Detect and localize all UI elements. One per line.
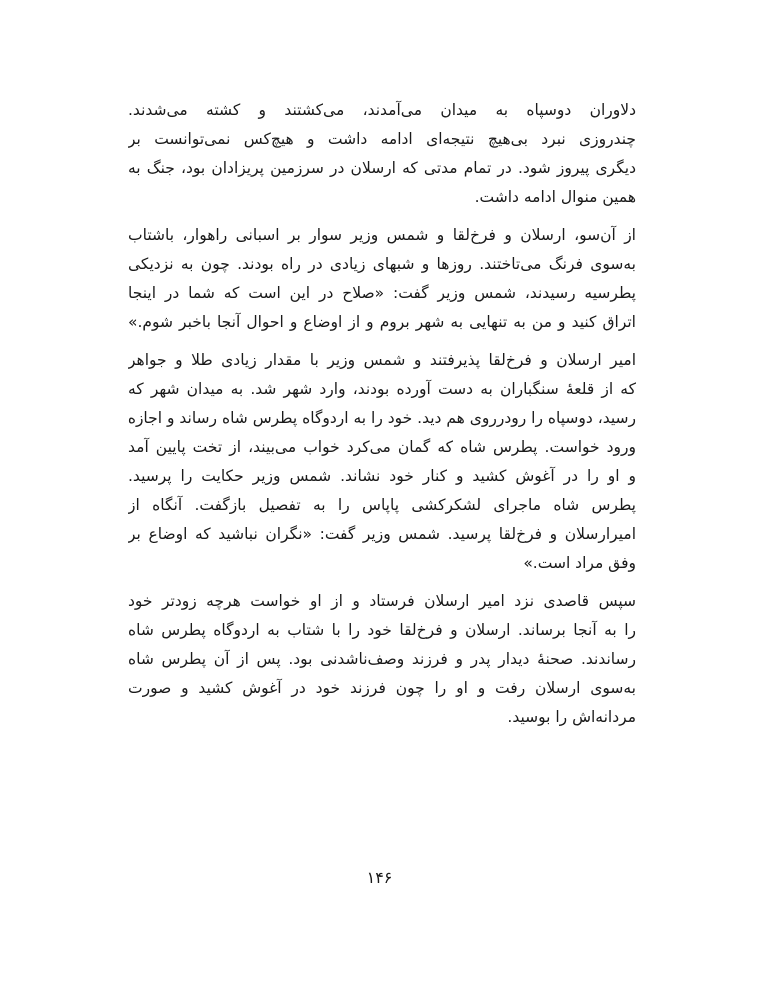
- text-line: ورود خواست. پطرس شاه که گمان می‌کرد خواب می‌بیند، از تخت پایین آمد: [128, 438, 636, 456]
- text-line: که از قلعهٔ سنگباران به دست آورده بودند، وارد شهر شد. به میدان شهر که: [128, 380, 636, 398]
- text-line: از آن‌سو، ارسلان و فرخ‌لقا و شمس وزیر سوار بر اسبانی راهوار، باشتاب: [128, 226, 636, 244]
- text-line: امیرارسلان و فرخ‌لقا پرسید. شمس وزیر گفت: «نگران نباشید که اوضاع بر: [128, 525, 636, 543]
- paragraph: [128, 96, 636, 212]
- text-line: چندروزی نبرد بی‌هیچ نتیجه‌ای ادامه داشت و هیچ‌کس نمی‌توانست بر: [128, 130, 636, 148]
- text-line: پطرسیه رسیدند، شمس وزیر گفت: «صلاح در این است که شما در اینجا: [128, 284, 636, 302]
- text-line: پطرس شاه ماجرای لشکرکشی پاپاس را به تفصیل بازگفت. آنگاه از: [128, 496, 636, 514]
- paragraph: [128, 587, 636, 732]
- text-line: رساندند. صحنهٔ دیدار پدر و فرزند وصف‌ناشدنی بود. پس از آن پطرس شاه: [128, 650, 636, 668]
- text-line: را به آنجا برساند. ارسلان و فرخ‌لقا خود را با شتاب به اردوگاه پطرس شاه: [128, 621, 636, 639]
- text-line: دیگری پیروز شود. در تمام مدتی که ارسلان در سرزمین پریزادان بود، جنگ به: [128, 159, 636, 177]
- paragraph: [128, 346, 636, 578]
- text-line: همین منوال ادامه داشت.: [474, 188, 636, 206]
- text-line: به‌سوی فرنگ می‌تاختند. روزها و شبهای زیادی در راه بودند. چون به نزدیکی: [128, 255, 636, 273]
- body-text: [128, 96, 636, 741]
- text-line: وفق مراد است.»: [523, 554, 636, 572]
- text-line: به‌سوی ارسلان رفت و او را چون فرزند خود در آغوش کشید و صورت: [128, 679, 636, 697]
- page-number: ۱۴۶: [366, 868, 393, 887]
- text-line: مردانه‌اش را بوسید.: [507, 708, 636, 726]
- paragraph: [128, 221, 636, 337]
- text-line: و او را در آغوش کشید و کنار خود نشاند. شمس وزیر حکایت را پرسید.: [128, 467, 636, 485]
- text-line: سپس قاصدی نزد امیر ارسلان فرستاد و از او خواست هرچه زودتر خود: [128, 592, 636, 610]
- text-line: امیر ارسلان و فرخ‌لقا پذیرفتند و شمس وزیر با مقدار زیادی طلا و جواهر: [128, 351, 636, 369]
- text-line: رسید، دوسپاه را رودرروی هم دید. خود را به اردوگاه پطرس شاه رساند و اجازه: [128, 409, 636, 427]
- text-line: دلاوران دوسپاه به میدان می‌آمدند، می‌کشتند و کشته می‌شدند.: [128, 101, 636, 119]
- text-line: اتراق کنید و من به تنهایی به شهر بروم و از اوضاع و احوال آنجا باخبر شوم.»: [128, 313, 636, 331]
